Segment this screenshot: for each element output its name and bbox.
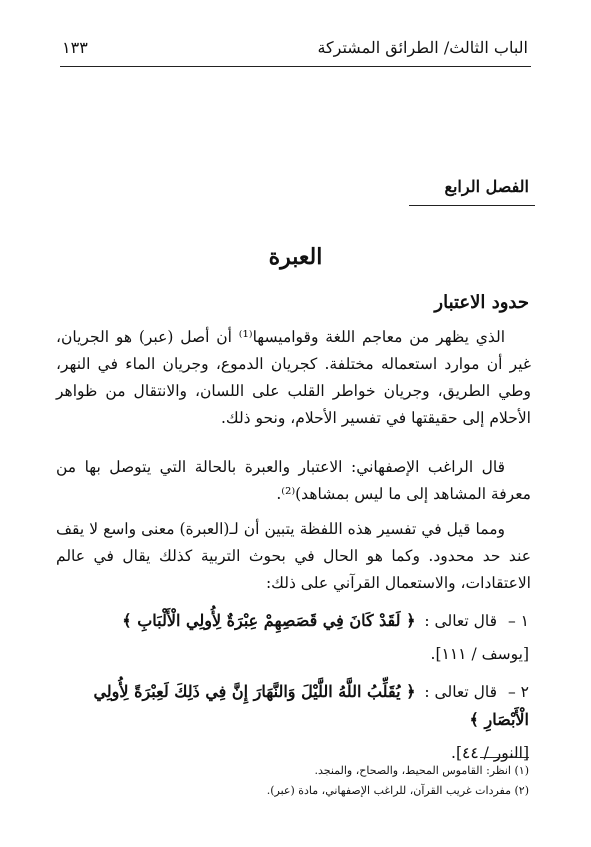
header-divider [60,66,531,67]
footnote-divider [480,757,529,758]
chapter-label: الفصل الرابع [444,177,529,196]
verse-number: ٢ – [507,683,529,701]
running-header-title: الباب الثالث/ الطرائق المشتركة [317,38,528,57]
chapter-underline [409,205,535,206]
paragraph-3: ومما قيل في تفسير هذه اللفظة يتبين أن لـ(العبرة) معنى واسع لا يقف عند حد محدود. وكما هو الحال في بحوث التربية كذلك يقال في عالم الاعتقادات، والاستعمال القرآني على ذلك: [56,520,531,592]
verse-reference: [يوسف / ١١١]. [430,645,529,663]
footnote-1: (١) انظر: القاموس المحيط، والصحاح، والمنجد. [314,764,529,777]
verse-lead: قال تعالى : [424,683,498,701]
verse-1 [56,607,529,668]
page-number: ١٣٣ [62,38,88,57]
quran-text: ﴿ يُقَلِّبُ اللَّهُ اللَّيْلَ وَالنَّهَارَ إِنَّ فِي ذَلِكَ لَعِبْرَةً لِأُولِي الْأَبْصَارِ ﴾ [93,682,529,729]
subheading: حدود الاعتبار [434,292,529,313]
verse-reference: [النور / ٤٤]. [451,744,529,762]
quran-text: ﴿ لَقَدْ كَانَ فِي قَصَصِهِمْ عِبْرَةٌ لِأُولِي الْأَلْبَابِ ﴾ [122,611,416,630]
section-title: العبرة [268,244,323,270]
paragraph-2: قال الراغب الإصفهاني: الاعتبار والعبرة بالحالة التي يتوصل بها من معرفة المشاهد إلى ما ليس بمشاهد)⁽²⁾. [56,458,531,503]
verse-2 [56,678,529,767]
verse-lead: قال تعالى : [424,612,498,630]
footnote-2: (٢) مفردات غريب القرآن، للراغب الإصفهاني، مادة (عبر). [266,784,529,797]
verse-number: ١ – [507,612,529,630]
paragraph-1: الذي يظهر من معاجم اللغة وقواميسها⁽¹⁾ أن أصل (عبر) هو الجريان، غير أن موارد استعماله مختلفة. كجريان الدموع، وجريان الماء في النهر، وطي الطريق، وجريان خواطر القلب على اللسان، والانتقال من ظواهر الأحلام إلى حقيقتها في تفسير الأحلام، ونحو ذلك. [56,328,531,427]
